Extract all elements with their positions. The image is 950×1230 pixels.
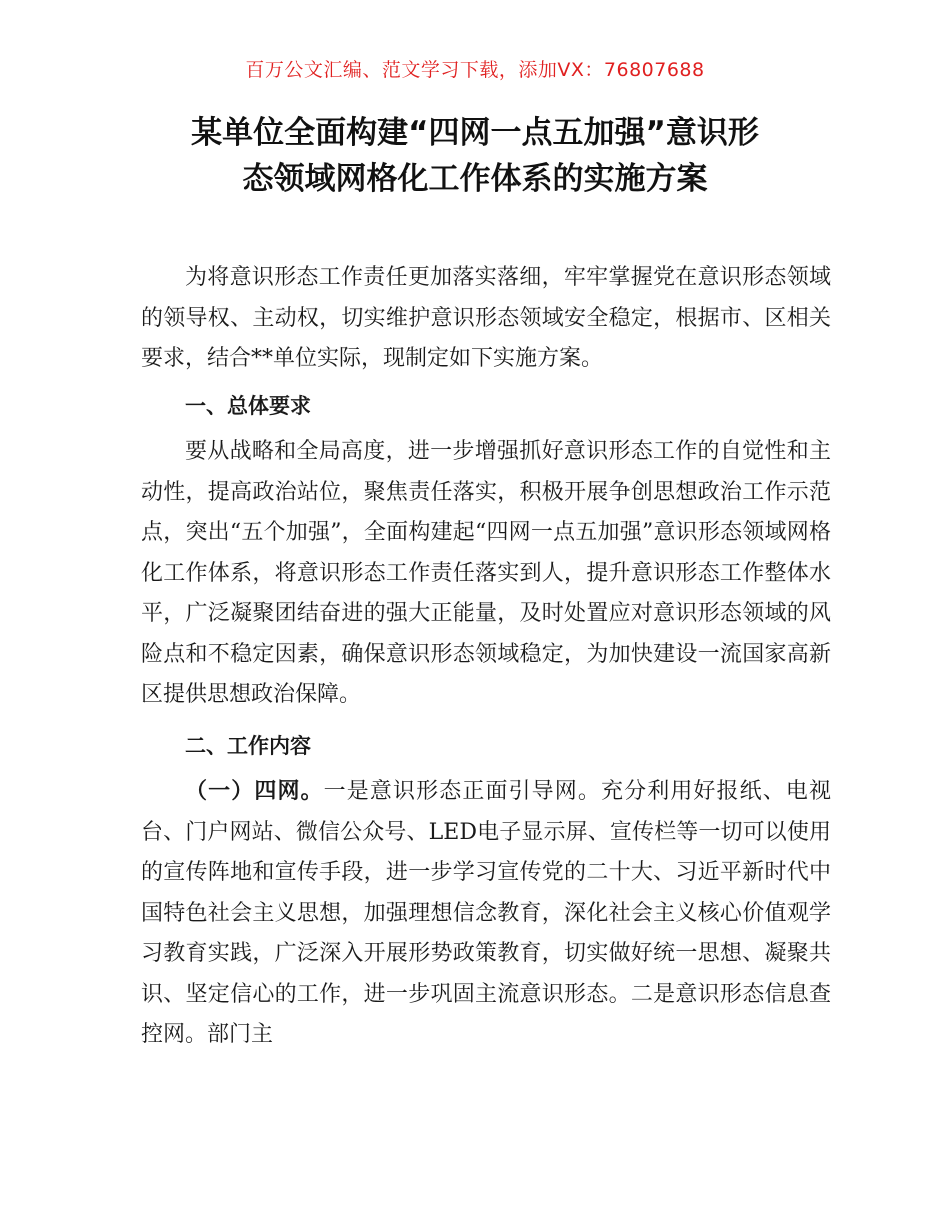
intro-paragraph: 为将意识形态工作责任更加落实落细，牢牢掌握党在意识形态领域的领导权、主动权，切实维护意识形态领域安全稳定，根据市、区相关要求，结合**单位实际，现制定如下实施方案。	[141, 265, 831, 371]
document-title-line-2: 态领域网格化工作体系的实施方案	[242, 161, 708, 197]
subsection-1-paragraph	[141, 772, 831, 1056]
document-body	[141, 258, 831, 1056]
section-1-paragraph: 要从战略和全局高度，进一步增强抓好意识形态工作的自觉性和主动性，提高政治站位，聚焦责任落实，积极开展争创思想政治工作示范点，突出“五个加强”，全面构建起“四网一点五加强”意识形态领域网格化工作体系，将意识形态工作责任落实到人，提升意识形态工作整体水平，广泛凝聚团结奋进的强大正能量，及时处置应对意识形态领域的风险点和不稳定因素，确保意识形态领域稳定，为加快建设一流国家高新区提供思想政治保障。	[141, 439, 831, 707]
document-title	[60, 110, 890, 202]
header-banner: 百万公文汇编、范文学习下载，添加VX：76807688	[245, 59, 705, 81]
section-2-heading: 二、工作内容	[185, 733, 311, 758]
subsection-1-lead: （一）四网。	[185, 779, 324, 804]
section-1-heading: 一、总体要求	[185, 393, 311, 418]
document-title-line-1: 某单位全面构建“四网一点五加强”意识形	[191, 115, 759, 151]
subsection-1-body: 一是意识形态正面引导网。充分利用好报纸、电视台、门户网站、微信公众号、LED电子显示屏、宣传栏等一切可以使用的宣传阵地和宣传手段，进一步学习宣传党的二十大、习近平新时代中国特色社会主义思想，加强理想信念教育，深化社会主义核心价值观学习教育实践，广泛深入开展形势政策教育，切实做好统一思想、凝聚共识、坚定信心的工作，进一步巩固主流意识形态。二是意识形态信息查控网。部门主	[141, 779, 831, 1047]
